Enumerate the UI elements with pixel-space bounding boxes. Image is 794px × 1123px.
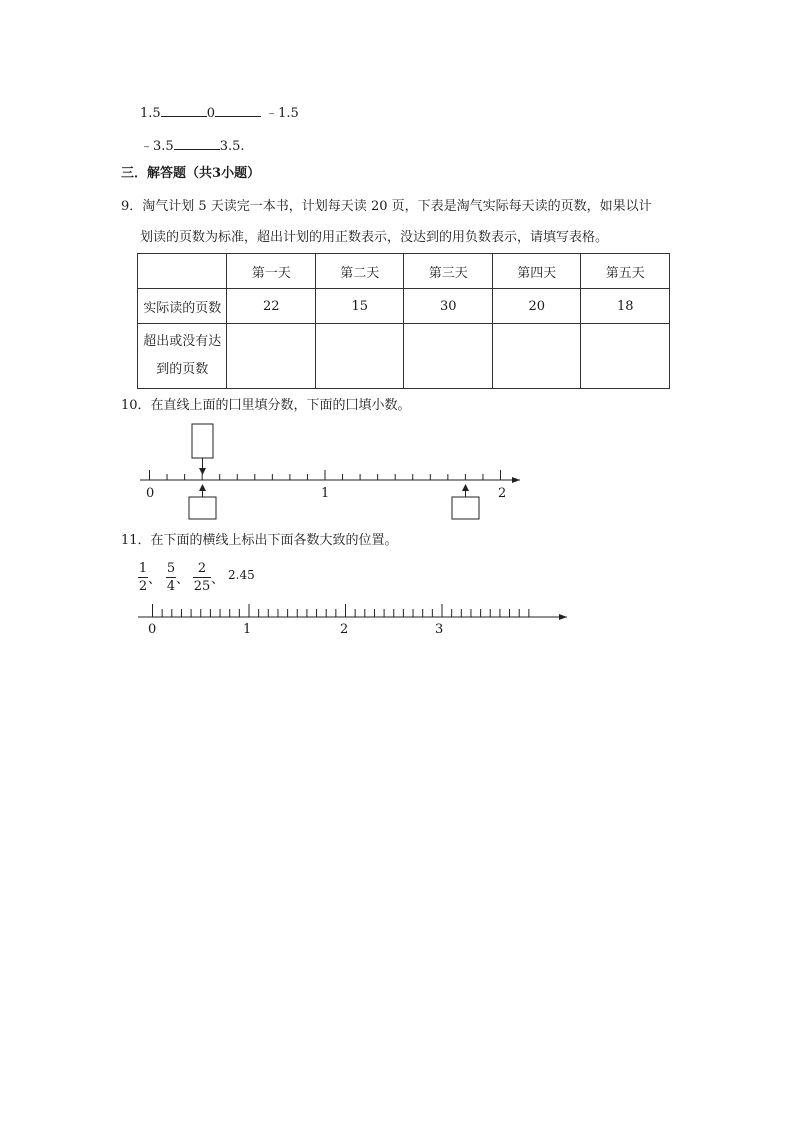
- axis-label: 1: [243, 622, 252, 637]
- table-cell: 20: [492, 289, 581, 324]
- value-text: ﹣3.5: [140, 139, 174, 154]
- axis-label: 0: [148, 622, 157, 637]
- section-title-text: 三．解答题（共: [121, 166, 213, 181]
- numerator: 5: [166, 561, 176, 576]
- table-row-label: 实际读的页数: [138, 289, 227, 324]
- fraction: [166, 562, 176, 594]
- separator: 、: [211, 572, 225, 587]
- arrow-head-icon: [559, 614, 567, 620]
- table-header-cell: 第一天: [227, 254, 316, 289]
- table-cell: 18: [581, 289, 670, 324]
- axis: [140, 470, 520, 483]
- decimal-value: 2.45: [228, 568, 255, 582]
- row-label-line: 到的页数: [156, 362, 209, 377]
- fraction: [138, 562, 148, 594]
- answer-box-top[interactable]: [192, 424, 213, 458]
- row-label-line: 超出或没有达: [143, 334, 222, 349]
- axis-label: 2: [498, 486, 507, 501]
- numerator: 1: [138, 561, 148, 576]
- fraction-bar: [138, 577, 148, 578]
- value-text: ﹣1.5: [265, 106, 299, 121]
- section-count: 3: [212, 166, 222, 181]
- value-text: 0: [206, 106, 215, 121]
- table-cell: 15: [315, 289, 404, 324]
- table-header-cell: 第五天: [581, 254, 670, 289]
- separator: 、: [176, 572, 190, 587]
- separator: 、: [148, 572, 162, 587]
- arrow-head-icon: [199, 484, 206, 491]
- answer-box-bottom-left[interactable]: [189, 497, 216, 519]
- q11-text: 11．在下面的横线上标出下面各数大致的位置。: [121, 533, 398, 548]
- answer-box-bottom-right[interactable]: [452, 497, 479, 519]
- denominator: 2: [138, 579, 148, 594]
- value-text: 1.5: [140, 106, 161, 121]
- denominator: 4: [166, 579, 176, 594]
- table-header-cell: 第二天: [315, 254, 404, 289]
- fraction-bar: [193, 577, 211, 578]
- section-suffix: 小题）: [221, 166, 261, 181]
- arrow-head-icon: [462, 484, 469, 491]
- denominator: 25: [193, 579, 211, 594]
- axis-label: 2: [340, 622, 349, 637]
- table-cell: 30: [404, 289, 493, 324]
- q9-text-line-1: 9．淘气计划 5 天读完一本书，计划每天读 20 页，下表是淘气实际每天读的页数，如果以计: [121, 199, 652, 214]
- q9-text-line-2: 划读的页数为标准，超出计划的用正数表示，没达到的用负数表示，请填写表格。: [140, 230, 609, 245]
- axis: [138, 604, 567, 620]
- table-header-cell: 第三天: [404, 254, 493, 289]
- axis-label: 1: [321, 486, 330, 501]
- table-header-cell: 第四天: [492, 254, 581, 289]
- arrow-head-icon: [512, 477, 520, 483]
- value-text: 3.5.: [219, 139, 245, 154]
- table-cell: 22: [227, 289, 316, 324]
- arrow-head-icon: [199, 468, 206, 475]
- axis-label: 0: [146, 486, 155, 501]
- axis-label: 3: [435, 622, 444, 637]
- fraction-bar: [166, 577, 176, 578]
- numerator: 2: [197, 561, 207, 576]
- fraction: [193, 562, 211, 594]
- q10-text: 10．在直线上面的囗里填分数，下面的囗填小数。: [121, 398, 411, 413]
